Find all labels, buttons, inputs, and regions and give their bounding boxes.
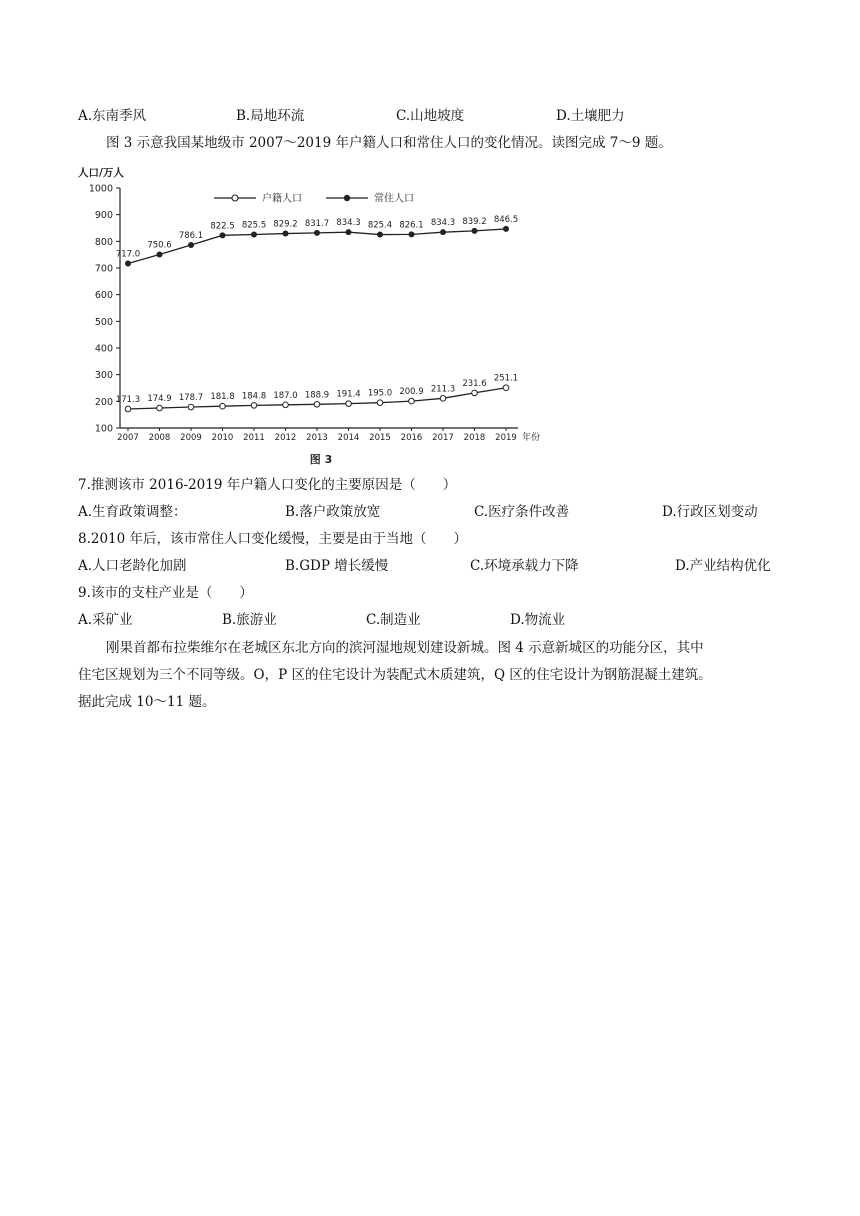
value-label-changzhu: 834.3 — [430, 218, 456, 229]
value-label-changzhu: 750.6 — [147, 240, 172, 251]
population-chart — [76, 160, 546, 470]
point-huji — [377, 400, 383, 406]
q9-option-b: B.旅游业 — [222, 612, 277, 628]
point-huji — [503, 385, 509, 391]
point-changzhu — [377, 232, 383, 238]
point-huji — [283, 402, 289, 408]
point-changzhu — [188, 242, 194, 248]
intro-7-9: 图 3 示意我国某地级市 2007～2019 年户籍人口和常住人口的变化情况。读图完成 7～9 题。 — [106, 135, 672, 151]
x-axis-label: 年份 — [522, 433, 541, 443]
q6-option-d: D.土壤肥力 — [556, 108, 625, 124]
value-label-huji: 187.0 — [273, 390, 298, 401]
q7-option-c: C.医疗条件改善 — [474, 504, 570, 520]
point-changzhu — [472, 228, 478, 234]
value-label-changzhu: 839.2 — [462, 216, 487, 227]
q8-option-d: D.产业结构优化 — [675, 558, 771, 574]
value-label-huji: 174.9 — [147, 394, 172, 405]
point-huji — [125, 406, 131, 412]
point-changzhu — [409, 231, 415, 237]
q8-option-a: A.人口老龄化加剧 — [78, 558, 187, 574]
point-changzhu — [346, 229, 352, 235]
y-tick-label: 400 — [94, 343, 113, 355]
value-label-changzhu: 717.0 — [115, 249, 141, 260]
q7-option-b: B.落户政策放宽 — [285, 504, 381, 520]
point-huji — [409, 398, 415, 404]
point-huji — [220, 403, 226, 409]
x-tick-label: 2013 — [306, 433, 328, 443]
y-tick-label: 1000 — [88, 183, 113, 195]
value-label-huji: 231.6 — [462, 378, 487, 389]
q6-option-b: B.局地环流 — [236, 108, 305, 124]
value-label-changzhu: 831.7 — [304, 218, 330, 229]
value-label-huji: 195.0 — [367, 388, 393, 399]
legend-label-changzhu: 常住人口 — [374, 193, 414, 205]
q6-option-c: C.山地坡度 — [396, 108, 465, 124]
value-label-changzhu: 825.5 — [241, 220, 267, 231]
point-huji — [346, 401, 352, 407]
q9-option-a: A.采矿业 — [78, 612, 133, 628]
y-tick-label: 100 — [94, 423, 113, 435]
value-label-changzhu: 825.4 — [367, 220, 393, 231]
y-tick-label: 800 — [94, 236, 113, 248]
q8-option-c: C.环境承载力下降 — [470, 558, 579, 574]
value-label-huji: 171.3 — [115, 394, 141, 405]
x-tick-label: 2014 — [337, 433, 360, 443]
q9-option-d: D.物流业 — [510, 612, 566, 628]
value-label-huji: 251.1 — [493, 373, 519, 384]
x-tick-label: 2015 — [369, 433, 391, 443]
point-huji — [472, 390, 478, 396]
y-tick-label: 700 — [94, 263, 113, 275]
point-changzhu — [157, 252, 163, 258]
point-changzhu — [251, 232, 257, 238]
value-label-changzhu: 826.1 — [399, 220, 424, 231]
x-tick-label: 2009 — [180, 433, 202, 443]
y-tick-label: 900 — [94, 210, 113, 222]
q8-stem: 8.2010 年后，该市常住人口变化缓慢，主要是由于当地（ ） — [78, 531, 468, 547]
value-label-huji: 200.9 — [399, 387, 424, 398]
q9-stem: 9.该市的支柱产业是（ ） — [78, 585, 253, 601]
x-tick-label: 2010 — [211, 433, 234, 443]
point-changzhu — [125, 260, 131, 266]
q7-option-a: A.生育政策调整： — [78, 504, 187, 520]
point-changzhu — [283, 231, 289, 237]
intro-10-11-line3: 据此完成 10～11 题。 — [78, 694, 216, 710]
x-tick-label: 2007 — [117, 433, 139, 443]
value-label-huji: 188.9 — [304, 390, 330, 401]
y-tick-label: 200 — [94, 396, 113, 408]
value-label-changzhu: 786.1 — [178, 231, 204, 242]
legend-marker-changzhu — [344, 195, 350, 201]
legend-marker-huji — [232, 195, 238, 201]
point-changzhu — [440, 229, 446, 235]
point-huji — [157, 405, 163, 411]
q6-option-a: A.东南季风 — [78, 108, 147, 124]
value-label-changzhu: 829.2 — [273, 219, 298, 230]
q7-option-d: D.行政区划变动 — [662, 504, 758, 520]
intro-10-11-line1: 刚果首都布拉柴维尔在老城区东北方向的滨河湿地规划建设新城。图 4 示意新城区的功能分区，其中 — [106, 640, 704, 656]
x-tick-label: 2016 — [400, 433, 423, 443]
value-label-huji: 178.7 — [178, 393, 204, 404]
x-tick-label: 2012 — [274, 433, 297, 443]
y-tick-label: 300 — [94, 370, 113, 382]
x-tick-label: 2011 — [243, 433, 265, 443]
value-label-huji: 211.3 — [430, 384, 456, 395]
point-changzhu — [503, 226, 509, 232]
value-label-huji: 191.4 — [336, 389, 361, 400]
chart-title: 图 3 — [309, 453, 333, 466]
point-changzhu — [220, 232, 226, 238]
value-label-changzhu: 846.5 — [493, 214, 519, 225]
y-tick-label: 600 — [94, 290, 113, 302]
x-tick-label: 2019 — [495, 433, 517, 443]
q8-option-b: B.GDP 增长缓慢 — [285, 558, 389, 574]
point-huji — [188, 404, 194, 410]
point-huji — [251, 403, 257, 409]
value-label-huji: 184.8 — [241, 391, 267, 402]
q9-option-c: C.制造业 — [366, 612, 421, 628]
point-huji — [440, 396, 446, 402]
value-label-huji: 181.8 — [210, 392, 235, 403]
x-tick-label: 2018 — [463, 433, 486, 443]
x-tick-label: 2008 — [148, 433, 171, 443]
y-tick-label: 500 — [94, 316, 113, 328]
point-changzhu — [314, 230, 320, 236]
q7-stem: 7.推测该市 2016-2019 年户籍人口变化的主要原因是（ ） — [78, 477, 457, 493]
point-huji — [314, 401, 320, 407]
legend-label-huji: 户籍人口 — [262, 193, 302, 205]
intro-10-11-line2: 住宅区规划为三个不同等级。O，P 区的住宅设计为装配式木质建筑，Q 区的住宅设计为钢筋混凝土建筑。 — [78, 667, 712, 683]
y-axis-label: 人口/万人 — [78, 167, 124, 179]
value-label-changzhu: 834.3 — [336, 218, 361, 229]
x-tick-label: 2017 — [432, 433, 454, 443]
value-label-changzhu: 822.5 — [210, 221, 235, 232]
